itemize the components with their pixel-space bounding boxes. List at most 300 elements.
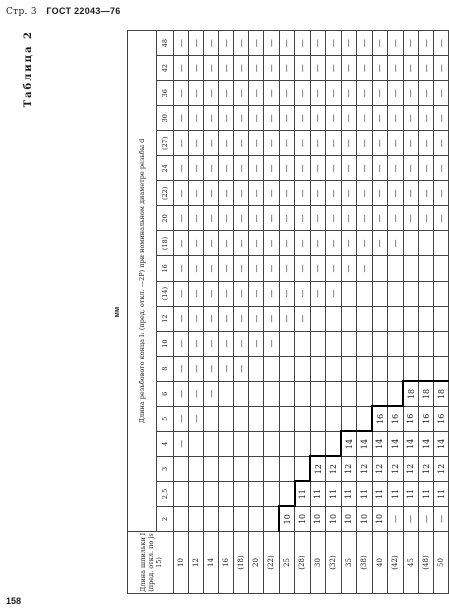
value-cell: — [310,31,326,56]
value-cell: 11 [357,481,373,506]
value-cell: 12 [388,456,404,481]
value-cell [249,456,264,481]
value-cell: — [264,131,280,156]
value-cell: 12 [403,456,419,481]
length-cell: (22) [264,532,280,594]
value-cell [204,406,219,431]
value-cell: — [341,31,357,56]
table-row [264,31,280,594]
value-cell: — [372,106,388,131]
value-cell [189,456,204,481]
table-row [279,31,295,594]
value-cell: — [403,206,419,231]
value-cell: — [279,256,295,281]
diameter-header: 5 [157,406,174,431]
value-cell: — [341,156,357,181]
value-cell [264,506,280,531]
value-cell: — [279,206,295,231]
value-cell [219,481,234,506]
value-cell: — [434,206,449,231]
value-cell: — [326,206,342,231]
value-cell: — [388,506,404,531]
value-cell: — [341,256,357,281]
value-cell: — [419,181,434,206]
length-cell: (38) [357,532,373,594]
page-header [6,6,121,17]
value-cell [204,481,219,506]
value-cell: — [279,56,295,81]
value-cell: — [295,56,311,81]
value-cell: — [249,206,264,231]
value-cell [234,456,249,481]
value-cell: — [310,56,326,81]
value-cell: — [295,306,311,331]
value-cell: — [279,306,295,331]
value-cell: — [219,156,234,181]
value-cell: — [234,106,249,131]
value-cell: — [219,181,234,206]
value-cell [419,231,434,256]
value-cell: — [189,356,204,381]
value-cell [219,456,234,481]
diameter-header: 12 [157,306,174,331]
value-cell: 14 [388,431,404,456]
diameter-header: (18) [157,231,174,256]
value-cell: — [295,231,311,256]
value-cell: 14 [372,431,388,456]
value-cell: 11 [310,481,326,506]
value-cell: 11 [419,481,434,506]
value-cell: — [219,206,234,231]
value-cell: — [174,256,189,281]
diameter-header: 42 [157,56,174,81]
value-cell: — [403,56,419,81]
length-cell: (32) [326,532,342,594]
value-cell: — [219,356,234,381]
length-cell: 14 [204,532,219,594]
value-cell: — [357,56,373,81]
diameter-header: 3 [157,456,174,481]
value-cell: — [279,131,295,156]
value-cell: — [295,131,311,156]
diameter-header: 4 [157,431,174,456]
table-row [372,31,388,594]
value-cell: — [249,106,264,131]
diameter-header: 8 [157,356,174,381]
table-caption: Таблица 2 [23,30,34,108]
page-label: Стр. 3 [6,7,37,17]
value-cell: 12 [341,456,357,481]
table-row [295,31,311,594]
value-cell [189,506,204,531]
value-cell: 11 [434,481,449,506]
value-cell: — [174,181,189,206]
value-cell [204,431,219,456]
diameter-header: (14) [157,281,174,306]
value-cell: — [372,156,388,181]
value-cell: — [249,81,264,106]
page-number: 158 [6,596,22,606]
value-cell [234,481,249,506]
value-cell [310,431,326,456]
value-cell: — [372,181,388,206]
value-cell: — [264,31,280,56]
value-cell: — [357,106,373,131]
value-cell: — [204,231,219,256]
value-cell: — [341,131,357,156]
value-cell: — [403,131,419,156]
value-cell: — [326,106,342,131]
value-cell: 11 [372,481,388,506]
value-cell: — [219,281,234,306]
value-cell [357,406,373,431]
value-cell: — [403,106,419,131]
value-cell: — [219,231,234,256]
value-cell [372,381,388,406]
table-row [357,31,373,594]
value-cell [341,281,357,306]
value-cell: 14 [419,431,434,456]
value-cell: — [219,106,234,131]
value-cell: — [264,231,280,256]
value-cell: — [204,81,219,106]
value-cell: — [295,31,311,56]
value-cell: — [249,56,264,81]
value-cell: — [204,131,219,156]
value-cell: — [295,256,311,281]
value-cell [388,381,404,406]
value-cell: — [264,306,280,331]
value-cell: — [234,156,249,181]
value-cell: — [279,31,295,56]
table-row [326,31,342,594]
length-cell: 35 [341,532,357,594]
value-cell: — [434,181,449,206]
value-cell: — [249,331,264,356]
value-cell [326,406,342,431]
value-cell: — [189,131,204,156]
value-cell [341,306,357,331]
diameter-header: 6 [157,381,174,406]
value-cell [310,356,326,381]
value-cell: — [174,431,189,456]
value-cell: — [403,181,419,206]
value-cell: — [234,181,249,206]
table-row [419,31,434,594]
value-cell: — [403,81,419,106]
value-cell: — [388,56,404,81]
table-row [219,31,234,594]
value-cell: — [326,256,342,281]
value-cell [419,331,434,356]
value-cell: — [295,156,311,181]
standard-number: ГОСТ 22043—76 [46,6,121,16]
value-cell: — [357,256,373,281]
value-cell: — [326,181,342,206]
value-cell: — [234,56,249,81]
diameter-header: 16 [157,256,174,281]
value-cell [326,381,342,406]
value-cell [295,331,311,356]
value-cell: — [279,281,295,306]
value-cell: — [403,31,419,56]
value-cell: — [174,106,189,131]
table-row [388,31,404,594]
value-cell: — [295,106,311,131]
value-cell [419,281,434,306]
length-cell: 12 [189,532,204,594]
value-cell: — [341,106,357,131]
value-cell: — [264,256,280,281]
value-cell [372,331,388,356]
value-cell: — [234,131,249,156]
value-cell [249,481,264,506]
value-cell: — [326,31,342,56]
value-cell [372,281,388,306]
value-cell [388,356,404,381]
value-cell: — [234,356,249,381]
value-cell: — [264,106,280,131]
value-cell: — [326,81,342,106]
value-cell: — [174,306,189,331]
value-cell: — [310,281,326,306]
value-cell [234,406,249,431]
value-cell: — [174,206,189,231]
value-cell: — [434,156,449,181]
value-cell: 12 [419,456,434,481]
value-cell [403,256,419,281]
value-cell: — [419,56,434,81]
value-cell: — [419,156,434,181]
value-cell: — [372,206,388,231]
value-cell: — [310,131,326,156]
value-cell: — [295,281,311,306]
value-cell: — [234,256,249,281]
value-cell: — [234,206,249,231]
value-cell: — [204,356,219,381]
value-cell [234,431,249,456]
rotated-table-page [23,30,446,594]
value-cell: — [249,231,264,256]
value-cell [326,356,342,381]
value-cell [295,356,311,381]
value-cell: — [249,306,264,331]
value-cell [341,406,357,431]
value-cell [279,431,295,456]
value-cell: — [326,231,342,256]
value-cell: — [434,131,449,156]
value-cell: — [264,81,280,106]
value-cell: — [419,131,434,156]
value-cell [388,331,404,356]
table-row [310,31,326,594]
value-cell [234,506,249,531]
value-cell: — [249,256,264,281]
value-cell [310,331,326,356]
value-cell: — [264,156,280,181]
value-cell: 12 [372,456,388,481]
value-cell: — [357,81,373,106]
value-cell: — [174,381,189,406]
diameter-header: 10 [157,331,174,356]
length-cell: (42) [388,532,404,594]
value-cell: 18 [434,381,449,406]
length-cell: (28) [295,532,311,594]
value-cell [189,431,204,456]
value-cell: — [326,131,342,156]
diameter-header: 24 [157,156,174,181]
value-cell: — [434,31,449,56]
value-cell [279,381,295,406]
value-cell: 12 [326,456,342,481]
value-cell: — [326,281,342,306]
value-cell: 11 [388,481,404,506]
value-cell [264,356,280,381]
value-cell [419,356,434,381]
value-cell [341,381,357,406]
diameter-header: 20 [157,206,174,231]
value-cell: — [189,81,204,106]
value-cell [174,481,189,506]
value-cell: — [310,181,326,206]
value-cell: — [219,331,234,356]
value-cell: — [174,281,189,306]
value-cell: — [234,231,249,256]
value-cell: — [434,506,449,531]
value-cell [403,281,419,306]
value-cell: — [434,56,449,81]
value-cell: — [174,331,189,356]
diameter-header: (27) [157,131,174,156]
value-cell [357,306,373,331]
value-cell: 10 [372,506,388,531]
value-cell: 14 [434,431,449,456]
value-cell: — [189,231,204,256]
row-header: Длина шпильки l (пред. откл. по js 15) [128,532,174,594]
value-cell [295,431,311,456]
value-cell: — [357,231,373,256]
value-cell [174,506,189,531]
table-row [249,31,264,594]
value-cell: — [174,131,189,156]
value-cell: — [174,56,189,81]
value-cell: — [279,106,295,131]
value-cell [326,306,342,331]
value-cell [388,281,404,306]
value-cell [357,381,373,406]
value-cell: — [189,306,204,331]
table-row [204,31,219,594]
value-cell [434,256,449,281]
value-cell [357,331,373,356]
value-cell: — [295,206,311,231]
value-cell: — [174,356,189,381]
diameter-header: 2,5 [157,481,174,506]
value-cell: — [174,31,189,56]
value-cell [219,506,234,531]
value-cell [341,331,357,356]
value-cell [372,356,388,381]
value-cell [357,281,373,306]
value-cell: — [388,31,404,56]
value-cell: — [204,106,219,131]
value-cell: — [388,206,404,231]
value-cell: 14 [357,431,373,456]
thread-length-table [127,30,449,594]
value-cell [388,256,404,281]
value-cell: 10 [326,506,342,531]
value-cell: — [279,81,295,106]
value-cell: — [419,506,434,531]
value-cell: — [264,206,280,231]
value-cell: — [264,181,280,206]
value-cell [249,406,264,431]
value-cell: — [189,381,204,406]
value-cell: — [174,81,189,106]
value-cell: — [341,56,357,81]
value-cell: — [403,156,419,181]
value-cell [219,381,234,406]
value-cell [219,431,234,456]
value-cell [295,456,311,481]
value-cell [295,381,311,406]
value-cell: — [341,81,357,106]
value-cell: — [403,506,419,531]
value-cell [279,356,295,381]
value-cell: 10 [295,506,311,531]
value-cell: 10 [341,506,357,531]
value-cell [403,231,419,256]
value-cell: — [357,31,373,56]
value-cell: — [310,81,326,106]
length-cell: 10 [174,532,189,594]
value-cell: — [234,81,249,106]
value-cell: — [357,131,373,156]
value-cell: — [189,181,204,206]
value-cell: — [189,31,204,56]
value-cell: 12 [434,456,449,481]
value-cell: — [372,81,388,106]
span-header: Длина резьбового конца l₁ (пред. откл. —2P) при номинальном диаметре резьбы d [128,31,157,532]
value-cell: — [249,281,264,306]
value-cell: — [249,131,264,156]
value-cell: — [189,106,204,131]
value-cell: — [189,256,204,281]
value-cell: — [204,256,219,281]
value-cell [279,481,295,506]
value-cell [249,381,264,406]
value-cell [310,306,326,331]
value-cell: — [357,206,373,231]
value-cell: — [295,81,311,106]
value-cell: 12 [357,456,373,481]
value-cell: — [234,306,249,331]
value-cell: — [434,106,449,131]
value-cell: — [419,81,434,106]
value-cell: — [419,206,434,231]
diameter-header: 2 [157,506,174,531]
value-cell: — [249,156,264,181]
table-row [403,31,419,594]
value-cell: — [219,306,234,331]
diameter-header: 48 [157,31,174,56]
value-cell [326,331,342,356]
value-cell [264,381,280,406]
value-cell: — [204,381,219,406]
value-cell: — [310,206,326,231]
value-cell: — [388,106,404,131]
value-cell: — [189,281,204,306]
